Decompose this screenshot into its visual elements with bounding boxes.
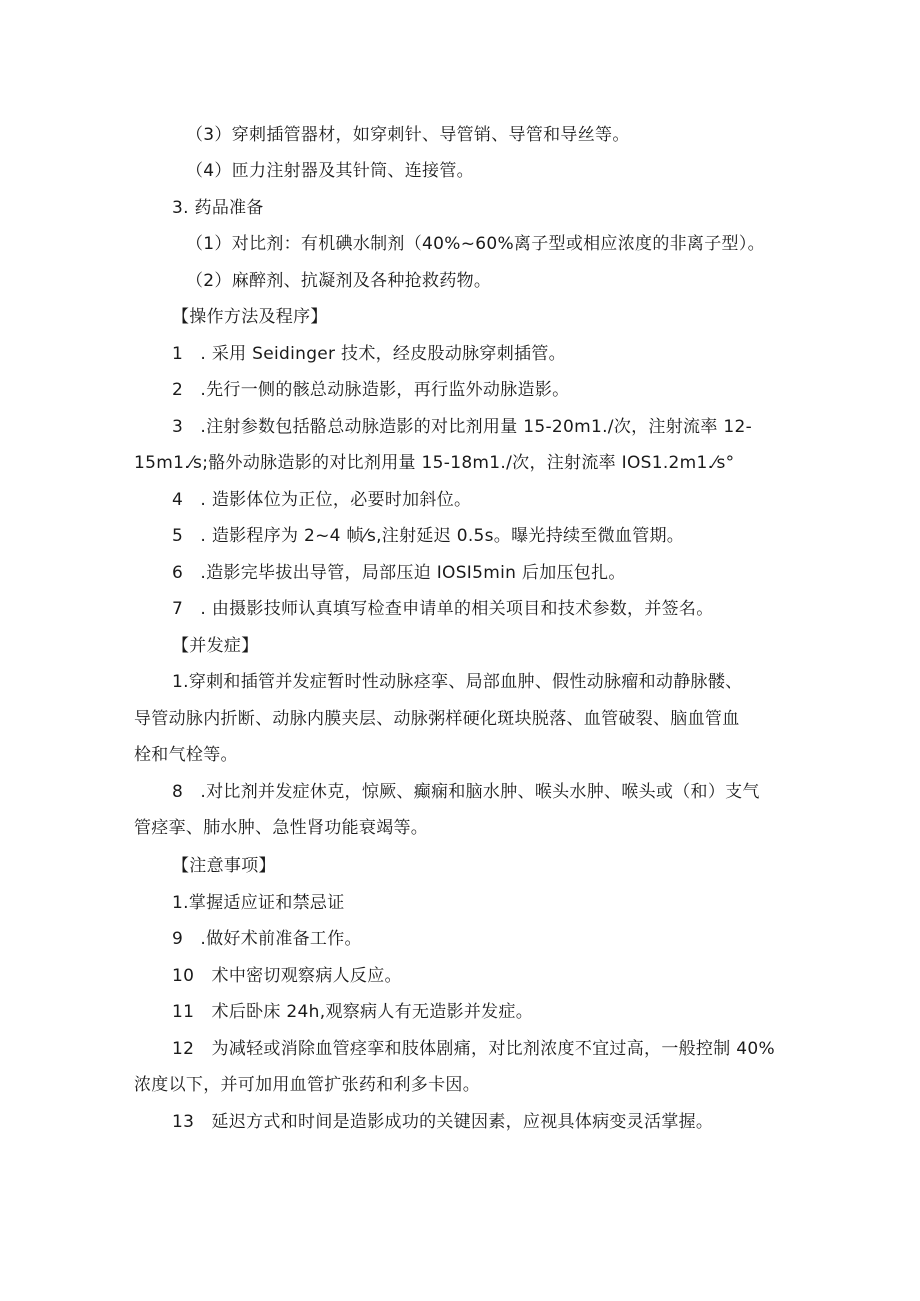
text-line: （1）对比剂：有机碘水制剂（40%~60%离子型或相应浓度的非离子型）。 <box>186 234 765 254</box>
text-line: 栓和气栓等。 <box>134 745 238 765</box>
text-line: 10 术中密切观察病人反应。 <box>172 966 402 986</box>
text-line: 5 . 造影程序为 2~4 帧⁄s,注射延迟 0.5s。曝光持续至微血管期。 <box>172 526 685 546</box>
section-heading: 【注意事项】 <box>172 856 276 876</box>
text-line: 导管动脉内折断、动脉内膜夹层、动脉粥样硬化斑块脱落、血管破裂、脑血管血 <box>134 709 740 729</box>
text-line: 1.掌握适应证和禁忌证 <box>172 893 345 913</box>
text-line: 3 .注射参数包括骼总动脉造影的对比剂用量 15-20m1./次，注射流率 12- <box>172 417 752 437</box>
text-line: 13 延迟方式和时间是造影成功的关键因素，应视具体病变灵活掌握。 <box>172 1112 714 1132</box>
text-line: （3）穿刺插管器材，如穿刺针、导管销、导管和导丝等。 <box>186 125 630 145</box>
text-line: 15m1.⁄s;骼外动脉造影的对比剂用量 15-18m1./次，注射流率 IOS1.2m1.⁄s° <box>134 453 735 473</box>
text-line: 8 .对比剂并发症休克，惊厥、癫痫和脑水肿、喉头水肿、喉头或（和）支气 <box>172 782 760 802</box>
text-line: 2 .先行一侧的骸总动脉造影，再行监外动脉造影。 <box>172 380 570 400</box>
text-line: 12 为减轻或消除血管痉挛和肢体剧痛，对比剂浓度不宜过高，一般控制 40% <box>172 1039 775 1059</box>
text-line: 9 .做好术前准备工作。 <box>172 929 362 949</box>
section-heading: 【并发症】 <box>172 636 259 656</box>
text-line: 7 . 由摄影技师认真填写检查申请单的相关项目和技术参数，并签名。 <box>172 599 714 619</box>
text-line: 浓度以下，并可加用血管扩张药和利多卡因。 <box>134 1075 480 1095</box>
text-line: 管痉挛、肺水肿、急性肾功能衰竭等。 <box>134 818 429 838</box>
section-heading: 3. 药品准备 <box>172 198 264 218</box>
text-line: 4 . 造影体位为正位，必要时加斜位。 <box>172 490 472 510</box>
section-heading: 【操作方法及程序】 <box>172 307 328 327</box>
text-line: （4）匝力注射器及其针筒、连接管。 <box>186 161 474 181</box>
text-line: 1.穿刺和插管并发症暂时性动脉痉挛、局部血肿、假性动脉瘤和动静脉髅、 <box>172 672 743 692</box>
text-line: 1 . 采用 Seidinger 技术，经皮股动脉穿刺插管。 <box>172 344 566 364</box>
text-line: 6 .造影完毕拔出导管，局部压迫 IOSI5min 后加压包扎。 <box>172 563 626 583</box>
text-line: 11 术后卧床 24h,观察病人有无造影并发症。 <box>172 1002 534 1022</box>
text-line: （2）麻醉剂、抗凝剂及各种抢救药物。 <box>186 271 492 291</box>
